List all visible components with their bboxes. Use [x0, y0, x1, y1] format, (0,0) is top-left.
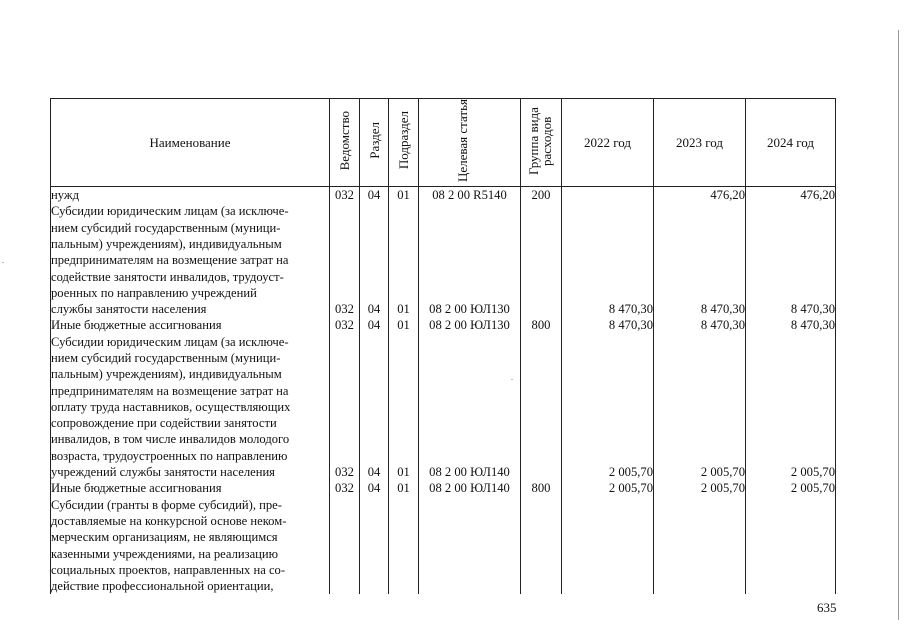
- empty-line: [360, 529, 388, 545]
- row-name: [51, 480, 329, 496]
- header-celevaya: Целевая статья: [419, 99, 521, 187]
- empty-line: [562, 203, 653, 219]
- table-body: [51, 187, 836, 595]
- empty-line: [389, 546, 418, 562]
- row-name-line: предпринимателям на возмещение затрат на: [51, 253, 289, 268]
- empty-line: [746, 529, 835, 545]
- empty-line: [330, 269, 359, 285]
- empty-line: [562, 236, 653, 252]
- empty-line: [360, 399, 388, 415]
- empty-line: [389, 513, 418, 529]
- cell-y2024: 2 005,70: [790, 465, 835, 480]
- empty-line: [389, 399, 418, 415]
- empty-line: [360, 578, 388, 594]
- empty-line: [654, 203, 745, 219]
- cell-y2023: 2 005,70: [700, 465, 745, 480]
- empty-line: [330, 578, 359, 594]
- empty-line: [521, 529, 561, 545]
- empty-line: [562, 220, 653, 236]
- empty-line: [389, 415, 418, 431]
- cell-celevaya: 08 2 00 ЮЛ130: [429, 302, 510, 317]
- y2023-column: [654, 187, 746, 595]
- row-name-line: учреждений службы занятости населения: [51, 465, 275, 480]
- row-name-line: доставляемые на конкурсной основе неком-: [51, 513, 287, 528]
- empty-line: [562, 513, 653, 529]
- empty-line: [360, 285, 388, 301]
- header-2022: 2022 год: [562, 99, 654, 187]
- empty-line: [521, 252, 561, 268]
- empty-line: [389, 383, 418, 399]
- empty-line: [330, 252, 359, 268]
- empty-line: [419, 431, 520, 447]
- empty-line: [419, 236, 520, 252]
- empty-line: [419, 350, 520, 366]
- row-name-line: Субсидии (гранты в форме субсидий), пре-: [51, 497, 282, 512]
- empty-line: [360, 383, 388, 399]
- name-column: [51, 187, 330, 595]
- empty-line: [419, 546, 520, 562]
- empty-line: [389, 562, 418, 578]
- empty-line: [360, 415, 388, 431]
- empty-line: [654, 220, 745, 236]
- empty-line: [360, 448, 388, 464]
- budget-table: [50, 98, 836, 594]
- empty-line: [419, 285, 520, 301]
- row-name: [51, 334, 329, 481]
- empty-line: [389, 497, 418, 513]
- cell-ved: 032: [335, 318, 354, 333]
- empty-line: [562, 431, 653, 447]
- empty-line: [330, 350, 359, 366]
- empty-line: [360, 236, 388, 252]
- cell-y2024: 2 005,70: [790, 481, 835, 496]
- header-row: [51, 99, 836, 187]
- empty-line: [521, 497, 561, 513]
- razdel-column: [360, 187, 389, 595]
- empty-line: [419, 448, 520, 464]
- empty-line: [654, 350, 745, 366]
- cell-gruppa: [521, 464, 561, 480]
- empty-line: [521, 431, 561, 447]
- cell-y2023: 2 005,70: [700, 481, 745, 496]
- empty-line: [330, 546, 359, 562]
- row-name-line: оплату труда наставников, осуществляющих: [51, 399, 291, 414]
- cell-gruppa: 800: [531, 318, 551, 333]
- cell-razdel: 04: [367, 481, 381, 496]
- row-name-line: Субсидии юридическим лицам (за исключе-: [51, 204, 289, 219]
- empty-line: [419, 269, 520, 285]
- empty-line: [654, 399, 745, 415]
- empty-line: [746, 220, 835, 236]
- empty-line: [746, 415, 835, 431]
- podrazdel-column: [389, 187, 419, 595]
- cell-razdel: 04: [367, 465, 381, 480]
- empty-line: [389, 269, 418, 285]
- empty-line: [330, 513, 359, 529]
- empty-line: [654, 415, 745, 431]
- empty-line: [389, 334, 418, 350]
- empty-line: [746, 448, 835, 464]
- cell-podrazdel: 01: [397, 302, 410, 317]
- scan-speck: [2, 262, 4, 263]
- empty-line: [654, 431, 745, 447]
- header-gruppa: Группа вида расходов: [521, 99, 562, 187]
- empty-line: [330, 383, 359, 399]
- empty-line: [562, 383, 653, 399]
- y2024-column: [746, 187, 836, 595]
- empty-line: [562, 578, 653, 594]
- empty-line: [654, 546, 745, 562]
- row-name-line: службы занятости населения: [51, 302, 207, 317]
- empty-line: [330, 366, 359, 382]
- empty-line: [521, 415, 561, 431]
- cell-podrazdel: 01: [397, 318, 410, 333]
- cell-gruppa: 800: [531, 481, 551, 496]
- empty-line: [521, 562, 561, 578]
- empty-line: [562, 562, 653, 578]
- empty-line: [360, 546, 388, 562]
- empty-line: [360, 350, 388, 366]
- empty-line: [746, 562, 835, 578]
- empty-line: [521, 203, 561, 219]
- empty-line: [746, 366, 835, 382]
- empty-line: [330, 203, 359, 219]
- cell-ved: 032: [335, 481, 354, 496]
- empty-line: [562, 269, 653, 285]
- cell-y2024: 8 470,30: [790, 318, 835, 333]
- empty-line: [330, 415, 359, 431]
- empty-line: [360, 513, 388, 529]
- header-name: Наименование: [51, 99, 330, 187]
- empty-line: [746, 497, 835, 513]
- empty-line: [654, 513, 745, 529]
- empty-line: [521, 334, 561, 350]
- empty-line: [654, 562, 745, 578]
- empty-line: [419, 578, 520, 594]
- empty-line: [654, 497, 745, 513]
- empty-line: [746, 546, 835, 562]
- empty-line: [389, 220, 418, 236]
- empty-line: [521, 269, 561, 285]
- empty-line: [654, 252, 745, 268]
- empty-line: [360, 562, 388, 578]
- vedomstvo-column: [330, 187, 360, 595]
- row-name-line: Иные бюджетные ассигнования: [51, 481, 222, 496]
- row-name-line: социальных проектов, направленных на со-: [51, 562, 286, 577]
- empty-line: [562, 285, 653, 301]
- row-name: [51, 203, 329, 317]
- empty-line: [562, 399, 653, 415]
- header-razdel: Раздел: [360, 99, 389, 187]
- empty-line: [654, 236, 745, 252]
- empty-line: [360, 203, 388, 219]
- row-name-line: казенными учреждениями, на реализацию: [51, 546, 279, 561]
- cell-y2023: 8 470,30: [700, 302, 745, 317]
- row-name-line: пальным) учреждениям), индивидуальным: [51, 367, 282, 382]
- empty-line: [654, 366, 745, 382]
- empty-line: [360, 269, 388, 285]
- empty-line: [330, 431, 359, 447]
- empty-line: [654, 383, 745, 399]
- empty-line: [330, 220, 359, 236]
- empty-line: [562, 350, 653, 366]
- empty-line: [419, 334, 520, 350]
- row-name-line: Иные бюджетные ассигнования: [51, 318, 222, 333]
- empty-line: [654, 285, 745, 301]
- empty-line: [654, 334, 745, 350]
- empty-line: [419, 383, 520, 399]
- empty-line: [330, 562, 359, 578]
- cell-ved: 032: [335, 188, 354, 203]
- empty-line: [389, 252, 418, 268]
- empty-line: [419, 220, 520, 236]
- empty-line: [746, 252, 835, 268]
- empty-line: [360, 366, 388, 382]
- empty-line: [330, 334, 359, 350]
- empty-line: [521, 578, 561, 594]
- empty-line: [360, 252, 388, 268]
- empty-line: [746, 513, 835, 529]
- header-podrazdel: Подраздел: [389, 99, 419, 187]
- empty-line: [654, 269, 745, 285]
- cell-celevaya: 08 2 00 ЮЛ140: [429, 465, 510, 480]
- row-name-line: возраста, трудоустроенных по направлению: [51, 448, 288, 463]
- row-name: [51, 497, 329, 595]
- empty-line: [389, 350, 418, 366]
- header-2024: 2024 год: [746, 99, 836, 187]
- row-name-line: предпринимателям на возмещение затрат на: [51, 383, 289, 398]
- cell-y2022: 8 470,30: [608, 302, 653, 317]
- y2022-column: [562, 187, 654, 595]
- empty-line: [746, 269, 835, 285]
- table-row: [51, 187, 836, 595]
- empty-line: [389, 203, 418, 219]
- empty-line: [330, 285, 359, 301]
- header-2023: 2023 год: [654, 99, 746, 187]
- row-name-line: мерческим организациям, не являющимся: [51, 530, 278, 545]
- empty-line: [562, 415, 653, 431]
- empty-line: [419, 562, 520, 578]
- empty-line: [419, 203, 520, 219]
- empty-line: [419, 252, 520, 268]
- cell-y2024: 8 470,30: [790, 302, 835, 317]
- row-name-line: нием субсидий государственным (муници-: [51, 350, 281, 365]
- row-name-line: пальным) учреждениям), индивидуальным: [51, 236, 282, 251]
- empty-line: [389, 448, 418, 464]
- empty-line: [746, 578, 835, 594]
- cell-ved: 032: [335, 465, 354, 480]
- row-name: [51, 187, 329, 203]
- row-name: [51, 317, 329, 333]
- empty-line: [746, 236, 835, 252]
- cell-gruppa: 200: [531, 188, 551, 203]
- row-name-line: нужд: [51, 188, 79, 203]
- cell-y2023: 8 470,30: [700, 318, 745, 333]
- row-name-line: Субсидии юридическим лицам (за исключе-: [51, 334, 289, 349]
- page-edge-line: [898, 30, 899, 620]
- row-name-line: действие профессиональной ориентации,: [51, 579, 274, 594]
- empty-line: [521, 366, 561, 382]
- row-name-line: нием субсидий государственным (муници-: [51, 220, 281, 235]
- cell-y2022: 2 005,70: [608, 465, 653, 480]
- empty-line: [330, 448, 359, 464]
- empty-line: [562, 334, 653, 350]
- row-name-line: инвалидов, в том числе инвалидов молодого: [51, 432, 290, 447]
- cell-ved: 032: [335, 302, 354, 317]
- empty-line: [419, 513, 520, 529]
- empty-line: [746, 383, 835, 399]
- empty-line: [360, 497, 388, 513]
- empty-line: [654, 529, 745, 545]
- empty-line: [419, 497, 520, 513]
- cell-celevaya: 08 2 00 ЮЛ140: [429, 481, 510, 496]
- gruppa-column: [521, 187, 562, 595]
- empty-line: [389, 529, 418, 545]
- empty-line: [419, 529, 520, 545]
- empty-line: [419, 399, 520, 415]
- empty-line: [521, 285, 561, 301]
- empty-line: [746, 399, 835, 415]
- empty-line: [419, 415, 520, 431]
- empty-line: [746, 203, 835, 219]
- row-name-line: роенных по направлению учреждений: [51, 285, 257, 300]
- empty-line: [654, 448, 745, 464]
- empty-line: [330, 497, 359, 513]
- cell-y2022: [562, 187, 653, 203]
- empty-line: [521, 350, 561, 366]
- empty-line: [746, 334, 835, 350]
- cell-podrazdel: 01: [397, 465, 410, 480]
- empty-line: [360, 220, 388, 236]
- empty-line: [419, 366, 520, 382]
- row-name-line: сопровождение при содействии занятости: [51, 416, 277, 431]
- empty-line: [389, 236, 418, 252]
- cell-celevaya: 08 2 00 R5140: [432, 188, 507, 203]
- empty-line: [562, 546, 653, 562]
- empty-line: [521, 383, 561, 399]
- empty-line: [562, 497, 653, 513]
- empty-line: [389, 431, 418, 447]
- empty-line: [562, 252, 653, 268]
- empty-line: [360, 334, 388, 350]
- empty-line: [521, 220, 561, 236]
- empty-line: [521, 513, 561, 529]
- cell-razdel: 04: [367, 188, 381, 203]
- page-number: 635: [817, 600, 837, 615]
- row-name-line: содействие занятости инвалидов, трудоуст-: [51, 269, 284, 284]
- empty-line: [562, 366, 653, 382]
- cell-podrazdel: 01: [397, 481, 410, 496]
- empty-line: [360, 431, 388, 447]
- empty-line: [330, 236, 359, 252]
- empty-line: [562, 529, 653, 545]
- cell-y2023: 476,20: [710, 188, 745, 203]
- empty-line: [746, 350, 835, 366]
- empty-line: [654, 578, 745, 594]
- cell-razdel: 04: [367, 318, 381, 333]
- empty-line: [389, 366, 418, 382]
- header-vedomstvo: Ведомство: [330, 99, 360, 187]
- empty-line: [389, 578, 418, 594]
- cell-razdel: 04: [367, 302, 381, 317]
- empty-line: [521, 546, 561, 562]
- celevaya-column: [419, 187, 521, 595]
- cell-celevaya: 08 2 00 ЮЛ130: [429, 318, 510, 333]
- cell-gruppa: [521, 301, 561, 317]
- empty-line: [521, 236, 561, 252]
- cell-y2024: 476,20: [800, 188, 835, 203]
- empty-line: [521, 399, 561, 415]
- empty-line: [330, 529, 359, 545]
- empty-line: [389, 285, 418, 301]
- empty-line: [562, 448, 653, 464]
- empty-line: [746, 285, 835, 301]
- cell-y2022: 2 005,70: [608, 481, 653, 496]
- cell-y2022: 8 470,30: [608, 318, 653, 333]
- empty-line: [330, 399, 359, 415]
- empty-line: [521, 448, 561, 464]
- cell-podrazdel: 01: [397, 188, 410, 203]
- empty-line: [746, 431, 835, 447]
